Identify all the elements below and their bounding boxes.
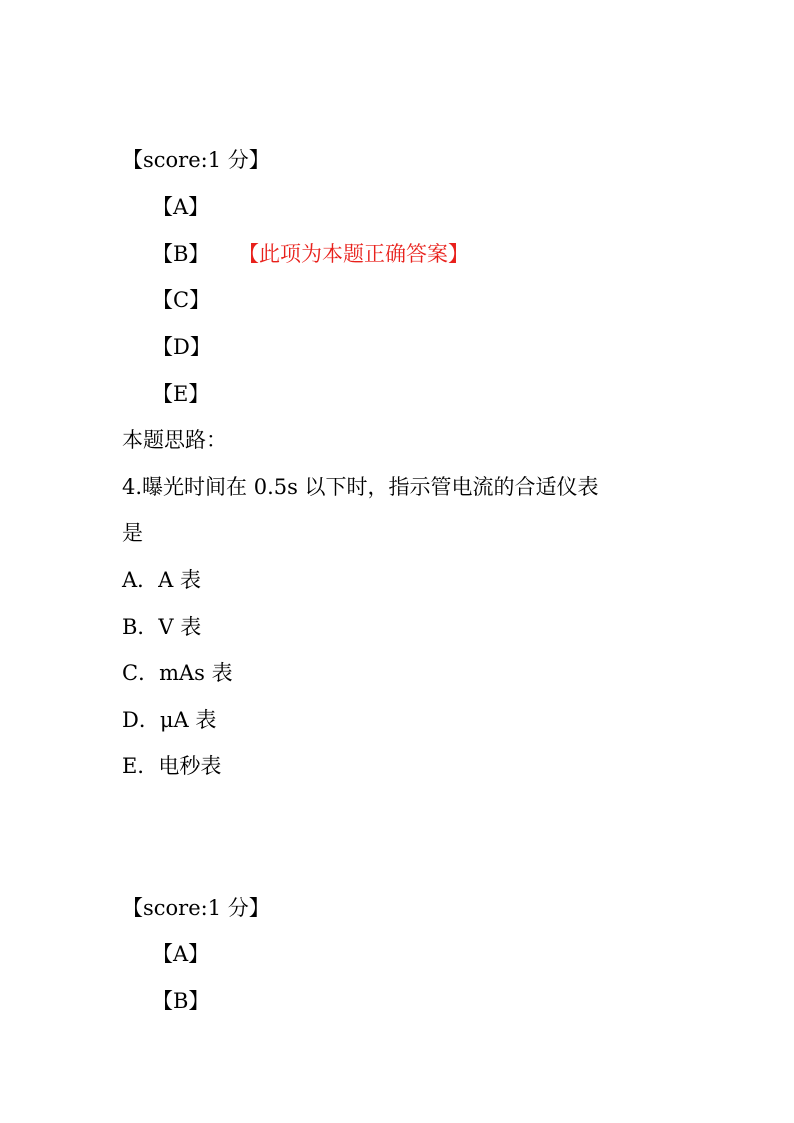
score-label-2: 【score:1 分】	[122, 896, 270, 920]
question-stem-line2: 是	[122, 521, 143, 545]
score-label: 【score:1 分】	[122, 148, 270, 172]
option-a-2: 【A】	[152, 942, 210, 966]
choice-a: A．A 表	[122, 568, 202, 592]
explanation-label: 本题思路：	[122, 428, 227, 452]
option-b: 【B】	[152, 242, 210, 266]
question-stem-line1: 4.曝光时间在 0.5s 以下时，指示管电流的合适仪表	[122, 475, 599, 499]
choice-d: D．μA 表	[122, 708, 217, 732]
option-e: 【E】	[152, 382, 210, 406]
correct-answer-marker: 【此项为本题正确答案】	[238, 242, 469, 266]
option-a: 【A】	[152, 195, 210, 219]
option-d: 【D】	[152, 335, 211, 359]
choice-b: B．V 表	[122, 615, 202, 639]
option-c: 【C】	[152, 288, 211, 312]
option-b-2: 【B】	[152, 989, 210, 1013]
choice-e: E．电秒表	[122, 754, 222, 778]
choice-c: C．mAs 表	[122, 661, 233, 685]
